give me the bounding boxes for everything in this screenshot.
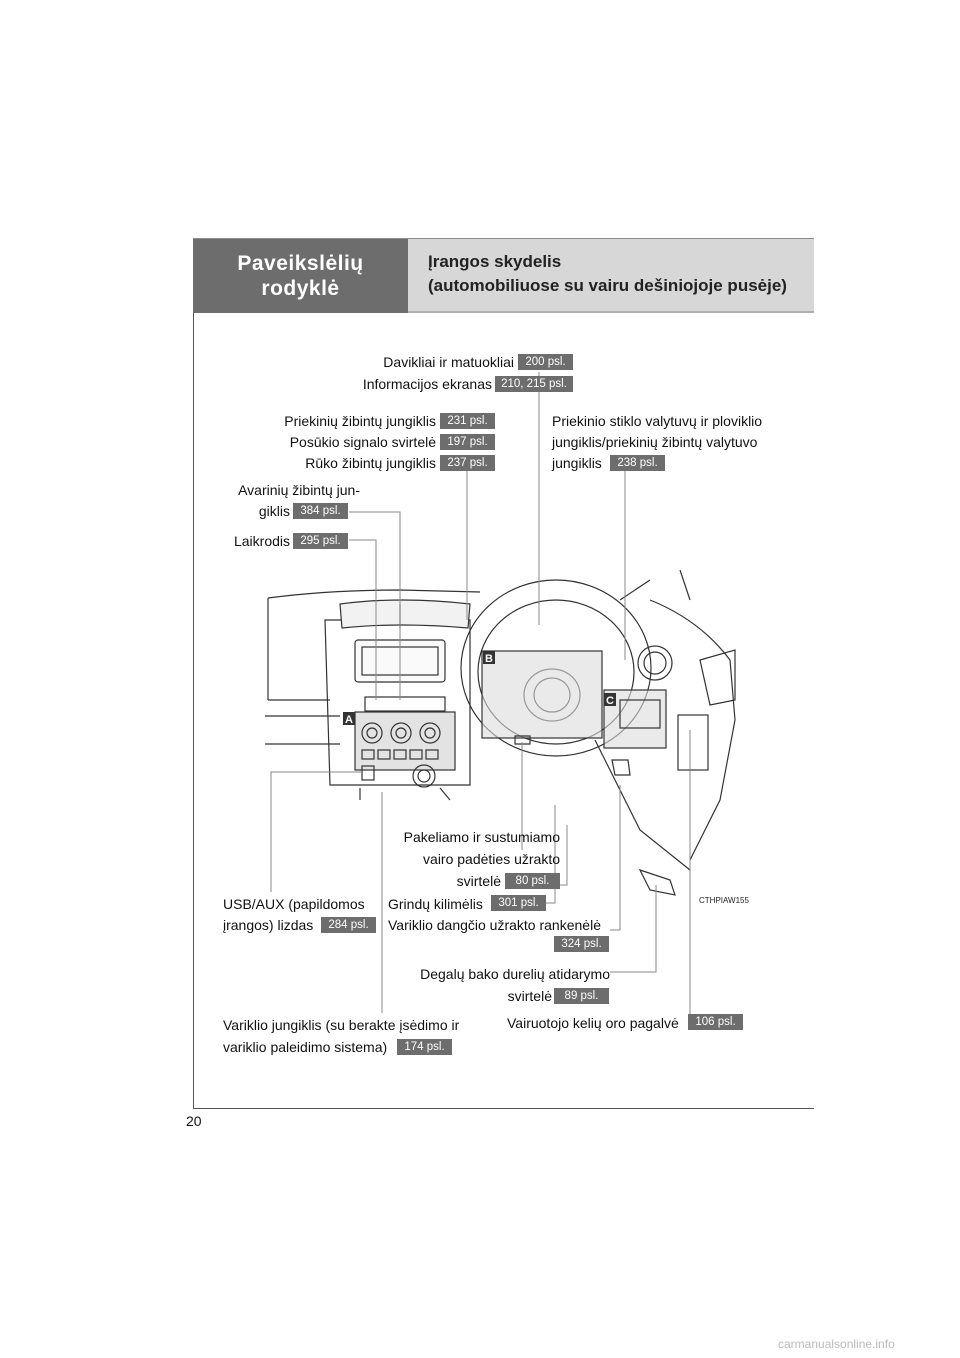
callout-ruko-label: Rūko žibintų jungiklis xyxy=(305,455,436,471)
callout-grindu-label: Grindų kilimėlis xyxy=(388,896,483,912)
leader-usb xyxy=(271,772,362,892)
callout-avariniu-line1: Avarinių žibintų jun- xyxy=(238,482,360,498)
callout-usb-line2: įrangos) lizdas xyxy=(223,917,314,933)
callout-valytuvu-line3: jungiklis xyxy=(552,455,602,471)
leader-variklio-dangcio xyxy=(610,785,620,930)
callout-degalu-line2: svirtelė xyxy=(507,988,552,1004)
callout-usb-page: 284 psl. xyxy=(321,917,376,933)
callout-vairuotojo-page: 106 psl. xyxy=(688,1014,743,1030)
callout-pakeliamo-line1: Pakeliamo ir sustumiamo xyxy=(403,829,560,845)
callout-davikliai-page: 200 psl. xyxy=(518,354,573,370)
page-number: 20 xyxy=(186,1113,202,1129)
leader-degalu xyxy=(610,885,656,972)
marker-c: C xyxy=(606,695,614,707)
callout-laikrodis-page: 295 psl. xyxy=(293,533,348,549)
callout-pakeliamo-page: 80 psl. xyxy=(505,873,560,889)
watermark: carmanualsonline.info xyxy=(778,1337,895,1351)
callout-laikrodis-label: Laikrodis xyxy=(233,533,290,549)
callout-valytuvu-line1: Priekinio stiklo valytuvų ir ploviklio xyxy=(552,413,763,429)
leader-pakeliamo-2 xyxy=(560,825,567,885)
section-title-line1: Paveikslėlių xyxy=(237,252,364,275)
callout-variklio-jungiklis-page: 174 psl. xyxy=(397,1039,452,1055)
callout-posukio-label: Posūkio signalo svirtelė xyxy=(289,434,436,450)
callout-pakeliamo-line2: vairo padėties užrakto xyxy=(423,851,560,867)
callout-avariniu-line2: giklis xyxy=(258,503,290,519)
callout-variklio-jungiklis-line1: Variklio jungiklis (su berakte įsėdimo ir xyxy=(223,1017,460,1033)
callout-posukio-page: 197 psl. xyxy=(440,434,495,450)
panel-b xyxy=(482,651,602,738)
callout-informacijos-page: 210, 215 psl. xyxy=(495,376,573,392)
callout-priekiniu-label: Priekinių žibintų jungiklis xyxy=(284,413,436,429)
dash-top-contour xyxy=(268,590,480,598)
callout-pakeliamo-line3: svirtelė xyxy=(456,873,501,889)
callout-ruko-page: 237 psl. xyxy=(440,455,495,471)
subtitle-line2: (automobiliuose su vairu dešiniojoje pusėje) xyxy=(428,276,787,295)
callout-vairuotojo-label: Vairuotojo kelių oro pagalvė xyxy=(507,1015,679,1031)
callout-variklio-dangcio-page: 324 psl. xyxy=(554,936,609,952)
center-vent xyxy=(340,600,470,628)
panel-a xyxy=(355,712,455,770)
subtitle-line1: Įrangos skydelis xyxy=(428,252,562,271)
marker-b: B xyxy=(485,653,493,665)
callout-grindu-page: 301 psl. xyxy=(491,895,546,911)
marker-a: A xyxy=(345,714,353,726)
section-title-line2: rodyklė xyxy=(261,277,340,300)
callout-priekiniu-page: 231 psl. xyxy=(440,413,495,429)
callout-davikliai-label: Davikliai ir matuokliai xyxy=(383,354,514,370)
callout-variklio-jungiklis-line2: variklio paleidimo sistema) xyxy=(223,1039,388,1055)
callout-usb-line1: USB/AUX (papildomos xyxy=(223,896,365,912)
callout-avariniu-page: 384 psl. xyxy=(293,503,348,519)
callout-degalu-line1: Degalų bako durelių atidarymo xyxy=(420,966,610,982)
callout-valytuvu-page: 238 psl. xyxy=(610,455,665,471)
callout-valytuvu-line2: jungiklis/priekinių žibintų valytuvo xyxy=(552,434,758,450)
illustration-code: CTHPIAW155 xyxy=(699,896,749,905)
callout-degalu-page: 89 psl. xyxy=(554,988,609,1004)
callout-variklio-dangcio-label: Variklio dangčio užrakto rankenėlė xyxy=(388,917,601,933)
callout-informacijos-label: Informacijos ekranas xyxy=(362,376,492,392)
